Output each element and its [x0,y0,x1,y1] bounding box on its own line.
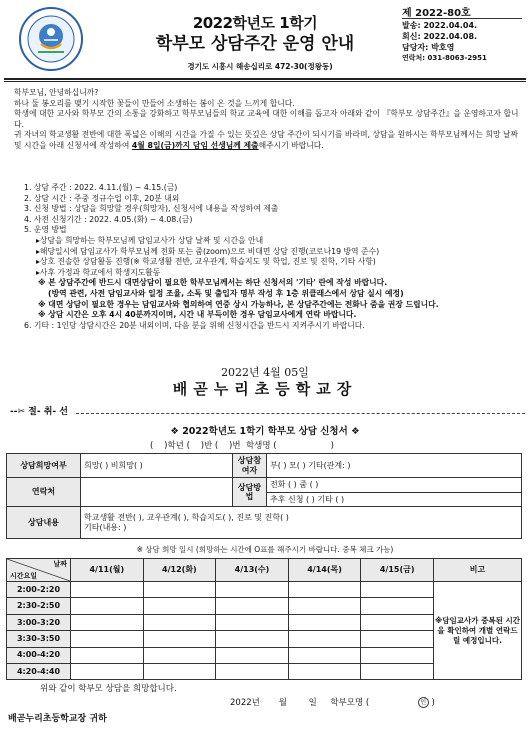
note-line: ※ 대면 상담이 필요한 경우는 담임교사와 협의하여 연중 상시 가능하나, 본 상담주간에는 전화나 줌을 권장 드립니다. [38,299,439,309]
slot-cell[interactable] [143,614,216,630]
item-period: 1. 상담 주간 : 2022. 4.11.(월) ~ 4.15.(금) [24,183,178,192]
page-title: 학부모 상담주간 운영 안내 [155,34,355,54]
form-title: ❖ 2022학년도 1학기 학부모 상담 신청서 ❖ [170,426,360,437]
time-slot: 2:00-2:20 [7,582,71,598]
slot-cell[interactable] [361,663,434,679]
slot-cell[interactable] [71,614,144,630]
scissors-icon: --✂ 절- 취- 선 [10,407,71,418]
item-time: 2. 상담 시간 : 주중 정규수업 이후, 20분 내외 [24,193,180,203]
contact-number: 연락처: 031-8063-2951 [402,54,487,62]
document-info-box [402,8,522,65]
method-line: ▸사후 가정과 학교에서 학생지도활동 [36,267,161,277]
method-line: ▸상담을 희망하는 학부모님께 담임교사가 상담 날짜 및 시간을 안내 [36,235,264,245]
slot-cell[interactable] [216,631,289,647]
date-header: 4/13(수) [216,559,289,582]
slot-cell[interactable] [288,614,361,630]
time-slot: 3:00-3:20 [7,614,71,630]
schedule-notice: ※ 상담 희망 일시 (희망하는 시간에 O표를 해주시기 바랍니다. 중복 체크 가능) [136,545,394,554]
sign-date[interactable]: 2022년 월 일 [230,698,317,708]
deadline-highlight: 4월 8일(금)까지 담임 선생님께 제출 [131,140,259,150]
school-seal-icon [18,6,84,72]
time-slot: 3:30-3:50 [7,631,71,647]
parent-wish-field[interactable]: 희망( ) 비희망( ) [81,454,233,478]
slot-cell[interactable] [216,647,289,663]
notice-date: 2022년 4월 05일 [221,366,309,379]
header-divider [4,78,526,82]
time-slot: 4:20-4:40 [7,663,71,679]
slot-cell[interactable] [361,631,434,647]
teacher-in-charge: 담당자: 박호영 [402,43,455,52]
slot-cell[interactable] [216,582,289,598]
slot-cell[interactable] [143,647,216,663]
issue-date: 발송: 2022.04.04. [402,21,478,30]
application-form [6,453,522,539]
letter-header [0,0,530,80]
note-line: ※ 상담 시간은 오후 4시 40분까지이며, 시간 내 부득이한 경우 담임교사에게 연락 바랍니다. [38,310,357,320]
slot-cell[interactable] [288,663,361,679]
slot-cell[interactable] [71,598,144,614]
signature-line: 2022년 월 일 학부모명 ( 인 ) [230,698,435,708]
slot-cell[interactable] [288,598,361,614]
date-header: 4/12(화) [143,559,216,582]
method-label: 상담방법 [233,478,267,507]
stamp-icon: 인 [418,697,429,708]
participant-field[interactable]: 부( ) 모( ) 기타(관계: ) [267,454,522,478]
slot-cell[interactable] [361,647,434,663]
slot-cell[interactable] [361,614,434,630]
note-header: 비고 [434,559,522,582]
item-apply-method: 3. 신청 방법 : 상담을 희망할 경우(희망자), 신청서에 내용을 작성하여 제출 [24,204,279,214]
slot-cell[interactable] [143,631,216,647]
title-semester: 2022학년도 1학기 [192,14,318,32]
item-apply-period: 4. 사전 신청기간 : 2022. 4.05.(화) ~ 4.08.(금) [24,214,193,224]
slot-cell[interactable] [143,663,216,679]
slot-cell[interactable] [71,647,144,663]
slot-cell[interactable] [71,631,144,647]
note-line: (방역 관련, 사전 담임교사와 일정 조율, 소독 및 출입자 명부 작성 후 1층 위클래스에서 상담 실시 예정) [48,288,404,298]
slot-cell[interactable] [361,598,434,614]
method-field-1[interactable]: 전화 ( ) 줌 ( ) [267,478,522,493]
document-number: 제 2022-80호 [402,8,522,19]
schedule-table [6,558,522,680]
method-line: ▸해당일시에 담임교사가 학부모님께 전화 또는 줌(zoom)으로 비대면 상담 진행(코로나19 방역 준수) [36,246,380,256]
slot-cell[interactable] [71,663,144,679]
slot-cell[interactable] [288,582,361,598]
intro-paragraph-1: 하나 둘 봉오리를 맺기 시작한 꽃들이 만들어 소생하는 봄이 온 것을 느끼게 합니다. [14,98,295,108]
greeting: 학부모님, 안녕하십니까? [14,88,99,97]
content-field[interactable]: 학교생활 전반( ), 교우관계( ), 학습지도( ), 진로 및 진학( ) 기타(내용: ) [81,507,522,539]
slot-cell[interactable] [143,582,216,598]
slot-cell[interactable] [216,614,289,630]
slot-cell[interactable] [216,663,289,679]
method-line: ▸상호 진솔한 상담활동 진행(※ 학교생활 전반, 교우관계, 학습지도 및 학업, 진로 및 진학, 기타 사항) [36,257,376,267]
content-label: 상담내용 [7,507,81,539]
schedule-memo: ※담임교사가 중복된 시간을 확인하여 개별 연락드릴 예정입니다. [434,582,522,680]
date-header: 4/11(월) [71,559,144,582]
slot-cell[interactable] [288,647,361,663]
school-address: 경기도 시흥시 해송십리로 472-30(정왕동) [187,62,333,71]
date-header: 4/14(목) [288,559,361,582]
school-principal: 배곧누리초등학교장 [172,380,358,398]
info-items [24,183,524,331]
student-info-field[interactable]: ( )학년 ( )반 ( )번 학생명 ( ) [150,441,334,451]
note-line: ※ 본 상담주간에 반드시 대면상담이 필요한 학부모님께서는 하단 신청서의 '기타' 란에 작성 바랍니다. [38,278,388,288]
contact-label: 연락처 [7,478,81,507]
contact-field[interactable] [81,478,233,507]
method-field-2[interactable]: 추후 신청 ( ) 기타 ( ) [267,492,522,507]
slot-cell[interactable] [143,598,216,614]
return-date: 회신: 2022.04.08. [402,32,478,41]
parent-name-field[interactable]: 학부모명 ( [330,698,418,708]
schedule-corner: 날짜 시간요일 [7,559,71,582]
cut-line [10,407,525,419]
intro-text [14,88,520,152]
participant-label: 상담참여자 [233,454,267,478]
slot-cell[interactable] [71,582,144,598]
intro-paragraph-3: 귀 자녀의 학교생활 전반에 대한 폭넓은 이해의 시간을 가질 수 있는 뜻깊은 상담 주간이 되시기를 바라며, 상담을 원하시는 학부모님께서는 희망 날짜 및 시간을 아래 신청서에 작성하여 4월 8일(금)까지 담임 선생님께 제출해주시기 바랍니다. [14,130,518,150]
intro-paragraph-2: 학생에 대한 교사와 학부모 간의 소통을 강화하고 학부모님들의 학교 교육에 대한 이해를 돕고자 아래와 같이 『학부모 상담주간』을 운영하고자 합니다. [14,109,519,129]
time-slot: 2:30-2:50 [7,598,71,614]
item-operation: 5. 운영 방법 [24,225,67,235]
slot-cell[interactable] [361,582,434,598]
slot-cell[interactable] [216,598,289,614]
item-etc: 6. 기타 : 1인당 상담시간은 20분 내외이며, 다음 분을 위해 신청시간을 반드시 지켜주시기 바랍니다. [24,320,365,330]
date-header: 4/15(금) [361,559,434,582]
addressee: 배곧누리초등학교장 귀하 [8,714,107,724]
closing-text: 위와 같이 학부모 상담을 희망합니다. [40,684,177,694]
parent-wish-label: 상담희망여부 [7,454,81,478]
slot-cell[interactable] [288,631,361,647]
time-slot: 4:00-4:20 [7,647,71,663]
